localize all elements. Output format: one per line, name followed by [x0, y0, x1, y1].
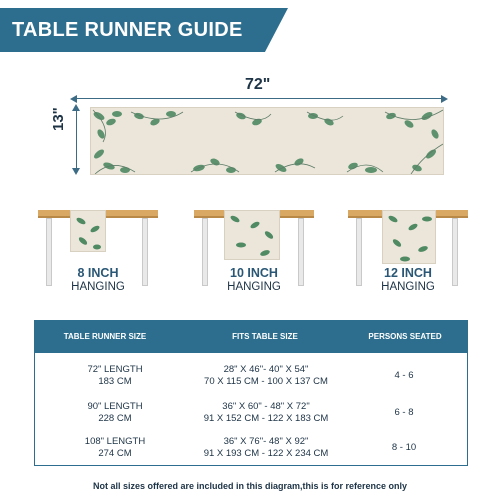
table-row: [35, 429, 467, 466]
persons-seated-cell: 8 - 10: [391, 442, 417, 453]
runner-overhang: [70, 210, 106, 252]
header-fits-table-size: FITS TABLE SIZE: [232, 332, 298, 341]
table-leg: [298, 218, 304, 286]
runner-overhang: [224, 210, 280, 260]
width-dimension-label: 13": [50, 107, 67, 131]
fits-table-cell: [181, 401, 351, 425]
arrow-down-icon: [72, 168, 80, 175]
fits-table-cm: 70 X 115 CM - 100 X 137 CM: [204, 376, 328, 387]
runner-length-cm: 183 CM: [98, 376, 132, 387]
size-table-header: [35, 321, 467, 353]
fits-table-cell: [181, 364, 351, 388]
runner-length-cm: 228 CM: [98, 413, 132, 424]
hanging-size-10: 10 INCH: [230, 266, 278, 280]
table-leg: [46, 218, 52, 286]
eucalyptus-leaves-icon: [91, 108, 444, 175]
runner-overhang: [382, 210, 436, 264]
runner-size-cell: [65, 401, 165, 425]
fits-table-inches: 36" X 76"- 48" X 92": [223, 436, 309, 447]
fits-table-cm: 91 X 152 CM - 122 X 183 CM: [203, 413, 329, 424]
table-row: [35, 394, 467, 431]
table-leg: [202, 218, 208, 286]
table-leg: [356, 218, 362, 286]
runner-length: 90" LENGTH: [87, 401, 143, 412]
hanging-size-12: 12 INCH: [384, 266, 432, 280]
eucalyptus-leaves-icon: [225, 211, 280, 260]
runner-size-cell: [65, 436, 165, 460]
runner-length: 72" LENGTH: [87, 364, 143, 375]
arrow-left-icon: [70, 95, 77, 103]
length-dimension-line: [72, 98, 446, 99]
runner-length-cm: 274 CM: [98, 448, 132, 459]
footnote: Not all sizes offered are included in this diagram,this is for reference only: [92, 481, 408, 491]
length-dimension-label: 72": [245, 76, 271, 93]
fits-table-cm: 91 X 193 CM - 122 X 234 CM: [203, 448, 329, 459]
table-row: [35, 357, 467, 394]
fits-table-inches: 36" X 60" - 48" X 72": [222, 401, 310, 412]
width-dimension-line: [76, 107, 77, 171]
table-runner-illustration: [90, 107, 444, 175]
hanging-size-8: 8 INCH: [77, 266, 119, 280]
hanging-label-8: HANGING: [71, 281, 125, 293]
table-leg: [142, 218, 148, 286]
fits-table-cell: [181, 436, 351, 460]
header-persons-seated: PERSONS SEATED: [368, 332, 442, 341]
page-title: TABLE RUNNER GUIDE: [12, 19, 243, 41]
hanging-label-12: HANGING: [381, 281, 435, 293]
table-leg: [452, 218, 458, 286]
runner-size-cell: [65, 364, 165, 388]
arrow-up-icon: [72, 104, 80, 111]
hanging-label-10: HANGING: [227, 281, 281, 293]
runner-length: 108" LENGTH: [84, 436, 146, 447]
eucalyptus-leaves-icon: [383, 211, 436, 264]
persons-seated-cell: 6 - 8: [394, 407, 414, 418]
arrow-right-icon: [441, 95, 448, 103]
size-table: [34, 320, 468, 466]
persons-seated-cell: 4 - 6: [394, 370, 414, 381]
fits-table-inches: 28" X 46"- 40" X 54": [223, 364, 309, 375]
eucalyptus-leaves-icon: [71, 211, 106, 252]
header-runner-size: TABLE RUNNER SIZE: [63, 332, 147, 341]
